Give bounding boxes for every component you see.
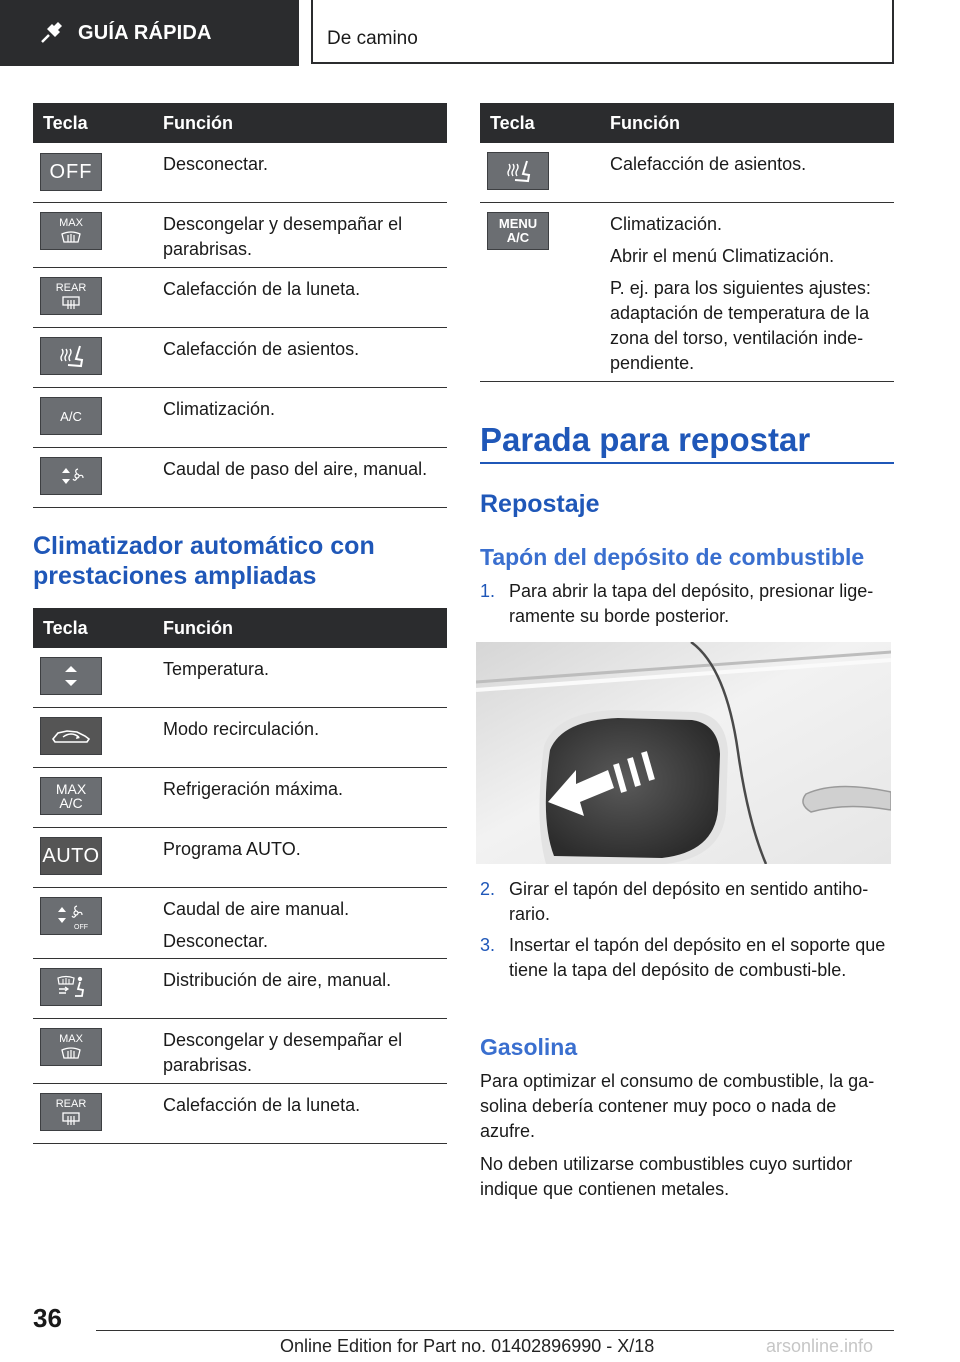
row-function: Temperatura.: [163, 659, 270, 679]
steps-list-b: [480, 877, 894, 989]
table-row: [480, 143, 894, 203]
table-header: [33, 608, 447, 648]
row-function: Descongelar y desempañar el parabrisas.: [163, 214, 403, 259]
menu-ac-button-icon: MENU A/C: [487, 212, 549, 250]
airflow-button-icon: [40, 457, 102, 495]
page-number: 36: [33, 1303, 62, 1333]
row-function: Caudal de paso del aire, manual.: [163, 459, 428, 479]
rear-defrost-button-icon: REAR: [40, 1093, 102, 1131]
table-row: [33, 268, 447, 328]
air-distribution-button-icon: [40, 968, 102, 1006]
col-key-header: Tecla: [43, 618, 88, 638]
row-function: Calefacción de asientos.: [610, 154, 807, 174]
col-func-header: Función: [163, 618, 233, 638]
col-key-header: Tecla: [490, 113, 535, 133]
row-function: Desconectar.: [163, 154, 269, 174]
table-row: [33, 1019, 447, 1084]
row-function: Climatización.: [163, 399, 276, 419]
table-header: [480, 103, 894, 143]
seat-heating-button-icon: [40, 337, 102, 375]
recirculation-button-icon: [40, 717, 102, 755]
title-rule: [480, 462, 894, 464]
header-section-title: GUÍA RÁPIDA: [78, 21, 212, 44]
max-defrost-button-icon: MAX: [40, 1028, 102, 1066]
row-function: Calefacción de la luneta.: [163, 279, 361, 299]
temperature-button-icon: [40, 657, 102, 695]
max-ac-button-icon: MAX A/C: [40, 777, 102, 815]
max-defrost-button-icon: MAX: [40, 212, 102, 250]
row-function: Distribución de aire, manual.: [163, 970, 392, 990]
row-function: Climatización. Abrir el menú Climatización. P. ej. para los siguientes ajustes: adaptación de temperatura de la zona del torso, ventilación inde-pendiente.: [610, 214, 871, 373]
table-row: [33, 959, 447, 1019]
main-section-title: Parada para repostar: [480, 421, 811, 458]
subsubsection-title: Tapón del depósito de combustible: [480, 544, 865, 570]
gasolina-text: Para optimizar el consumo de combustible, la ga-solina debería contener muy poco o nada de azufre. No deben utilizarse combustibles cuyo surtidor indique que contienen metales.: [480, 1071, 875, 1199]
gasolina-title: Gasolina: [480, 1034, 578, 1060]
controls-table-2: [33, 608, 447, 1144]
list-item: 2. Girar el tapón del depósito en sentido antiho-rario.: [480, 879, 869, 924]
table-row: [33, 388, 447, 448]
table-row: [33, 1084, 447, 1144]
row-function: Descongelar y desempañar el parabrisas.: [163, 1030, 403, 1075]
header-section-tab: [0, 0, 299, 66]
col-func-header: Función: [163, 113, 233, 133]
subsection-title: Repostaje: [480, 490, 600, 518]
off-button-icon: OFF: [40, 153, 102, 191]
list-item: 1. Para abrir la tapa del depósito, presionar lige-ramente su borde posterior.: [480, 581, 874, 626]
controls-table-3: [480, 103, 894, 382]
row-function: Modo recirculación.: [163, 719, 320, 739]
auto-button-icon: AUTO: [40, 837, 102, 875]
watermark-text: arsonline.info: [766, 1336, 874, 1356]
table-row: [33, 828, 447, 888]
controls-table-1: [33, 103, 447, 508]
footer-rule: [96, 1330, 894, 1331]
table-row: [33, 143, 447, 203]
row-function: Programa AUTO.: [163, 839, 301, 859]
list-item: 3. Insertar el tapón del depósito en el soporte que tiene la tapa del depósito de combusti-ble.: [480, 935, 886, 980]
steps-list-a: [480, 579, 894, 635]
col-func-header: Función: [610, 113, 680, 133]
pushpin-icon: [36, 18, 66, 48]
row-function: Calefacción de asientos.: [163, 339, 360, 359]
ac-button-icon: A/C: [40, 397, 102, 435]
seat-heating-button-icon: [487, 152, 549, 190]
section-title-climate-extended: Climatizador automático con prestaciones ampliadas: [33, 532, 375, 590]
col-key-header: Tecla: [43, 113, 88, 133]
table-row: [33, 328, 447, 388]
edition-text: Online Edition for Part no. 01402896990 - X/18: [280, 1336, 655, 1356]
row-function: Caudal de aire manual. Desconectar.: [163, 899, 350, 951]
table-row: [33, 708, 447, 768]
header-chapter-title: De camino: [327, 28, 418, 49]
table-row: [33, 648, 447, 708]
table-header: [33, 103, 447, 143]
table-row: [33, 448, 447, 508]
table-row: [480, 203, 894, 382]
header-chapter-box: [311, 0, 894, 64]
row-function: Refrigeración máxima.: [163, 779, 344, 799]
table-row: [33, 888, 447, 959]
airflow-off-button-icon: OFF: [40, 897, 102, 935]
fuel-flap-illustration: [476, 642, 891, 864]
row-function: Calefacción de la luneta.: [163, 1095, 361, 1115]
table-row: [33, 768, 447, 828]
rear-defrost-button-icon: REAR: [40, 277, 102, 315]
table-row: [33, 203, 447, 268]
